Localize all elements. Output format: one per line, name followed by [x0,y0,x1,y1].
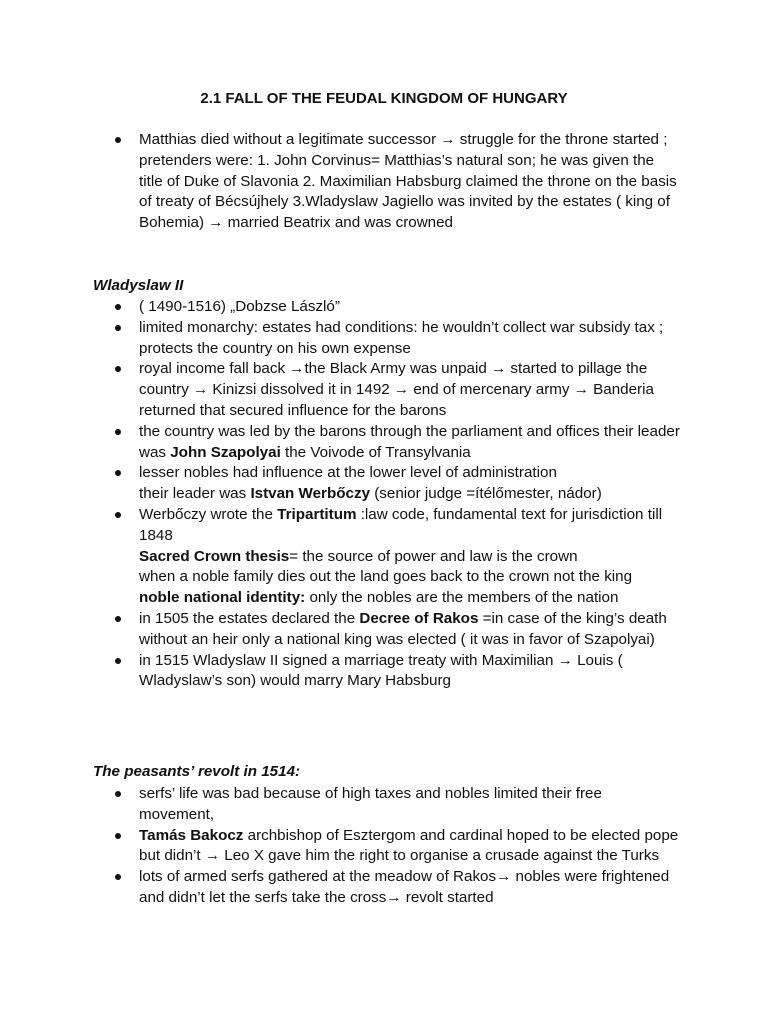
sub-line [0,547,768,568]
wladyslaw-list [0,297,768,547]
text-span: in 1505 the estates declared the [139,609,360,627]
text-span: :law code, fundamental text for jurisdiction till 1848 [139,505,663,544]
bold-term: Tamás Bakocz [139,826,244,844]
list-item [0,826,768,868]
page-title: 2.1 FALL OF THE FEUDAL KINGDOM OF HUNGARY [200,90,568,107]
text-span: =in case of the king’s death without an heir only a national king was elected ( it was in favor of Szapolyai) [139,609,667,648]
list-item: in 1515 Wladyslaw II signed a marriage treaty with Maximilian → Louis ( Wladyslaw’s son) would marry Mary Habsburg [0,651,768,693]
sub-line [0,588,768,609]
text-span: the country was led by the barons through the parliament and offices their leader was [139,422,680,461]
wladyslaw-section [0,297,768,692]
list-item: ( 1490-1516) „Dobzse László” [0,297,768,318]
list-item: royal income fall back →the Black Army was unpaid → started to pillage the country → Kinizsi dissolved it in 1492 → end of mercenary army → Banderia returned that secured influence for the barons [0,359,768,421]
text-span: their leader was [139,485,251,503]
bold-term: noble national identity: [139,589,306,607]
list-item [0,609,768,651]
bold-term: Sacred Crown thesis [139,547,290,565]
section-heading-peasants-revolt: The peasants’ revolt in 1514: [93,763,301,780]
text-span: Werbőczy wrote the [139,505,278,523]
text-span: = the source of power and law is the crown [289,547,578,565]
bold-term: Istvan Werbőczy [250,485,371,503]
text-line: lesser nobles had influence at the lower level of administration [139,464,557,482]
bold-term: John Szapolyai [170,443,281,461]
text-span: only the nobles are the members of the nation [305,589,619,607]
bold-term: Decree of Rakos [359,609,479,627]
list-item [0,422,768,464]
intro-section [0,130,768,234]
intro-list [0,130,768,234]
wladyslaw-list-cont [0,609,768,692]
section-heading-wladyslaw: Wladyslaw II [93,277,184,294]
text-span: (senior judge =ítélőmester, nádor) [370,485,602,503]
list-item: lots of armed serfs gathered at the meadow of Rakos→ nobles were frightened and didn’t let the serfs take the cross→ revolt started [0,867,768,909]
list-item: limited monarchy: estates had conditions: he wouldn’t collect war subsidy tax ; protects the country on his own expense [0,318,768,360]
text-span: archbishop of Esztergom and cardinal hoped to be elected pope but didn’t → Leo X gave him the right to organise a crusade against the Turks [139,826,679,865]
list-item [0,463,768,505]
list-item: Matthias died without a legitimate successor → struggle for the throne started ; pretenders were: 1. John Corvinus= Matthias’s natural son; he was given the title of Duke of Slavonia 2. Maximilian Habsburg claimed the throne on the basis of treaty of Bécsújhely 3.Wladyslaw Jagiello was invited by the estates ( king of Bohemia) → married Beatrix and was crowned [0,130,768,234]
peasants-list [0,784,768,909]
peasants-revolt-section [0,784,768,909]
bold-term: Tripartitum [277,505,357,523]
sub-line: when a noble family dies out the land goes back to the crown not the king [139,568,633,586]
text-line [139,484,680,505]
list-item: serfs’ life was bad because of high taxes and nobles limited their free movement, [0,784,768,826]
text-span: the Voivode of Transylvania [280,443,471,461]
list-item [0,505,768,547]
